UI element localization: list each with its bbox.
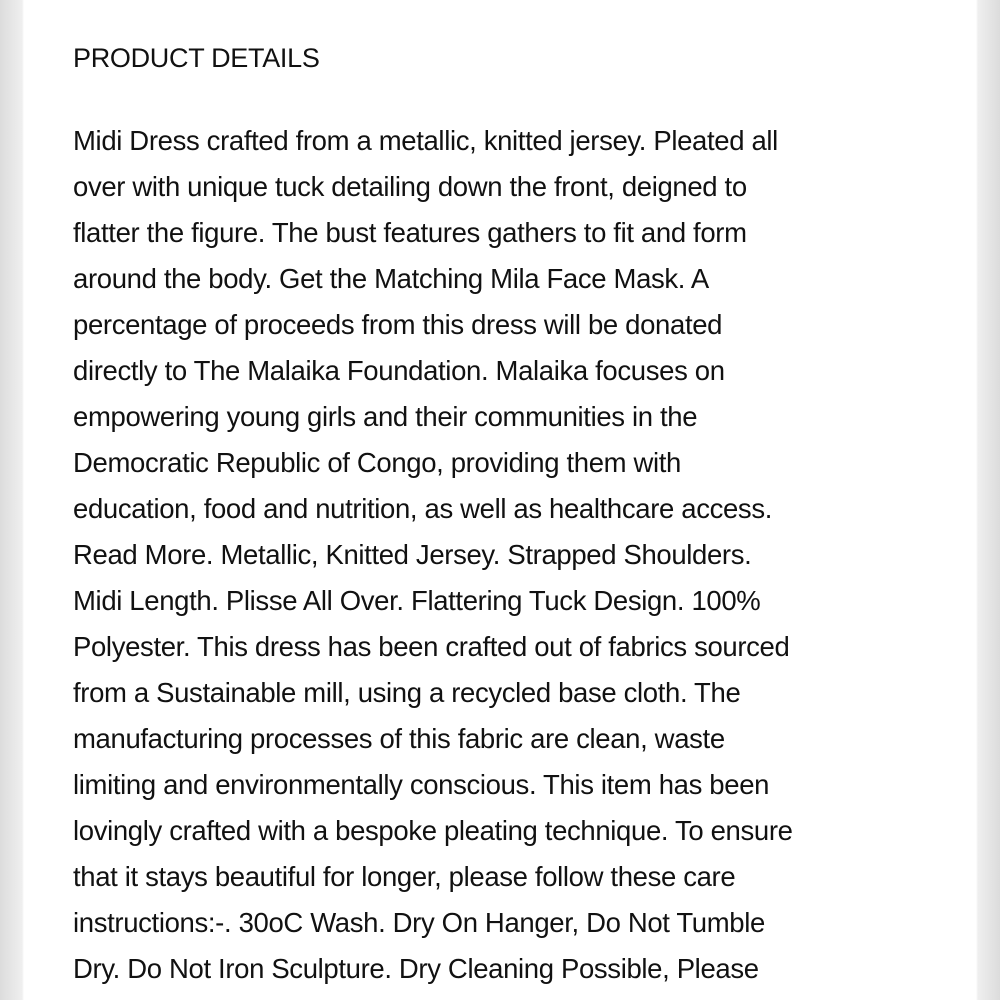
description-line: percentage of proceeds from this dress will be donated	[73, 309, 723, 340]
read-more-line: Read More. Metallic, Knitted Jersey. Strapped Shoulders.	[73, 539, 752, 570]
description-line: manufacturing processes of this fabric are clean, waste	[73, 723, 725, 754]
description-line: Democratic Republic of Congo, providing them with	[73, 447, 682, 478]
description-line: Midi Length. Plisse All Over. Flattering Tuck Design. 100%	[73, 585, 761, 616]
description-line: Polyester. This dress has been crafted out of fabrics sourced	[73, 631, 790, 662]
description-line: flatter the figure. The bust features gathers to fit and form	[73, 217, 747, 248]
description-line: education, food and nutrition, as well as healthcare access.	[73, 493, 773, 524]
care-instructions-line: Dry. Do Not Iron Sculpture. Dry Cleaning Possible, Please	[73, 953, 759, 984]
product-details-panel	[24, 0, 976, 1000]
description-line: around the body. Get the Matching Mila Face Mask. A	[73, 263, 709, 294]
description-line: from a Sustainable mill, using a recycled base cloth. The	[73, 677, 741, 708]
description-line: lovingly crafted with a bespoke pleating technique. To ensure	[73, 815, 793, 846]
description-line: Midi Dress crafted from a metallic, knitted jersey. Pleated all	[73, 125, 778, 156]
section-heading: PRODUCT DETAILS	[73, 43, 320, 73]
description-line: limiting and environmentally conscious. This item has been	[73, 769, 770, 800]
description-line: over with unique tuck detailing down the front, deigned to	[73, 171, 747, 202]
care-instructions-line: instructions:-. 30oC Wash. Dry On Hanger, Do Not Tumble	[73, 907, 765, 938]
description-line: empowering young girls and their communities in the	[73, 401, 698, 432]
description-line: directly to The Malaika Foundation. Malaika focuses on	[73, 355, 725, 386]
description-line: that it stays beautiful for longer, please follow these care	[73, 861, 736, 892]
product-description	[73, 118, 973, 992]
